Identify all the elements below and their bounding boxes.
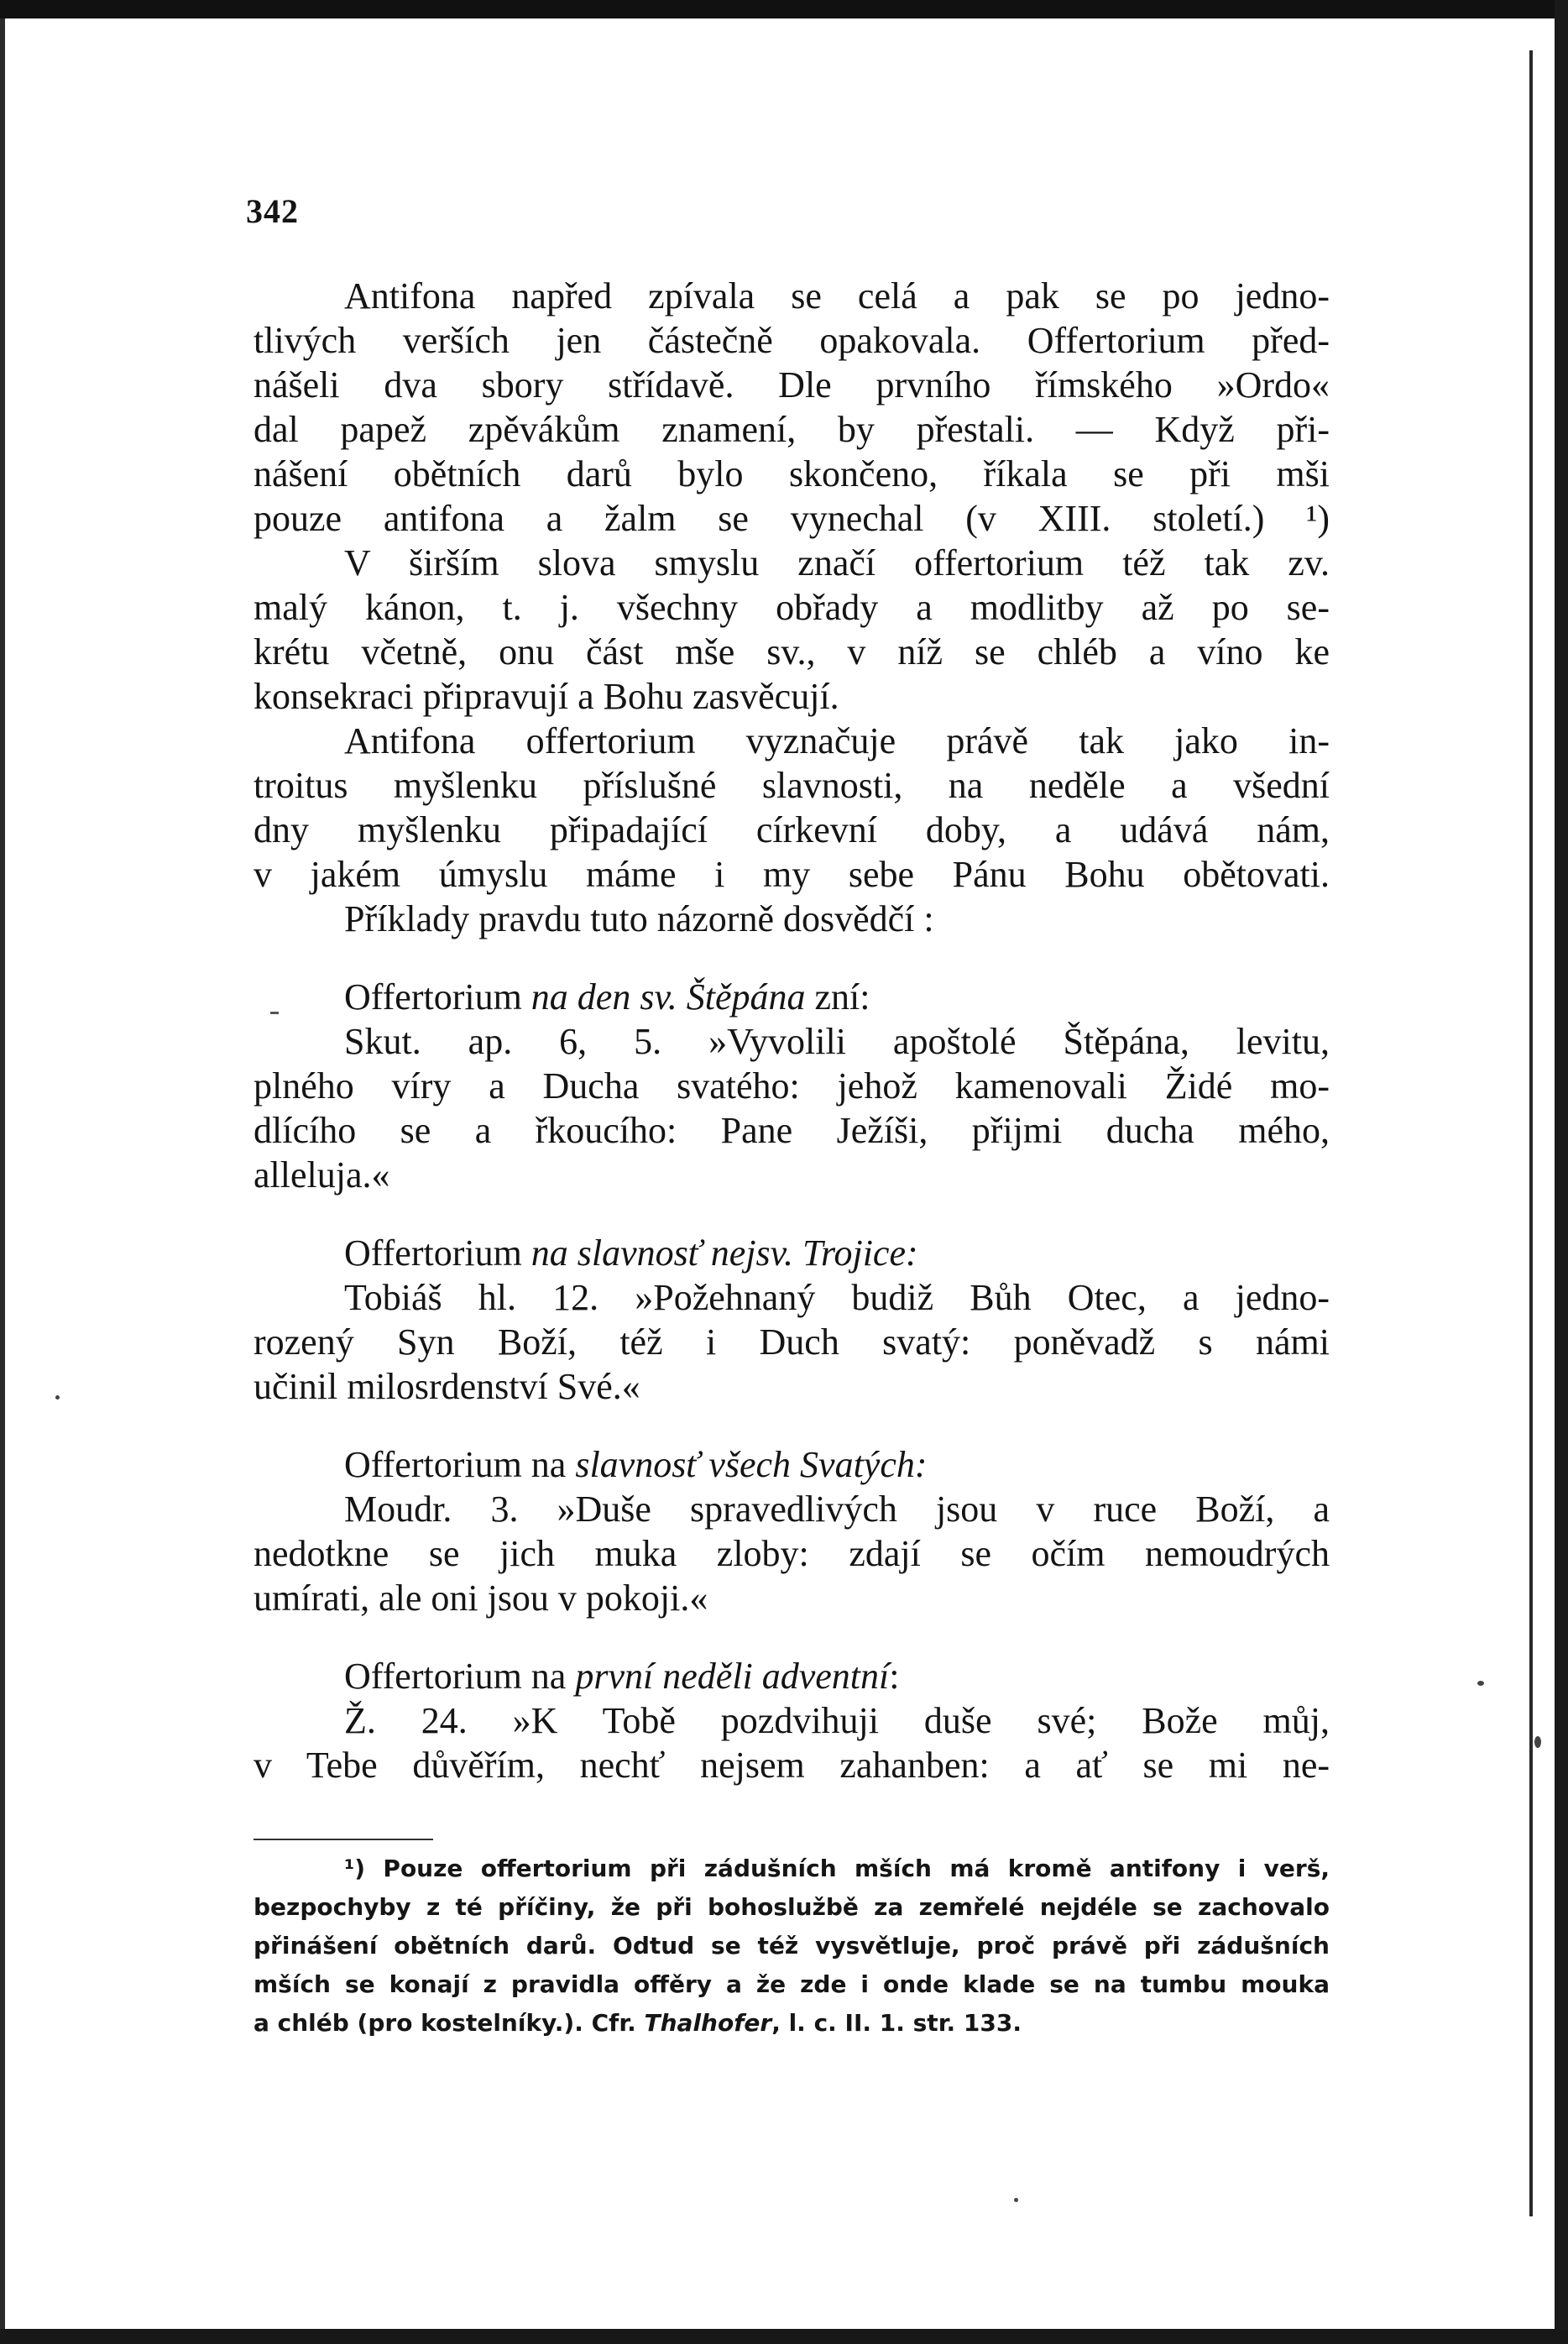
scan-speck [1477,1681,1484,1686]
heading-italic: první neděli adventní [575,1656,890,1697]
text-line: rozený Syn Boží, též i Duch svatý: poněvadž s námi [253,1321,1330,1363]
footnote-text: a chléb (pro kostelníky.). Cfr. [253,2009,636,2037]
paragraph-4: Příklady pravdu tuto názorně dosvědčí : [344,898,934,939]
heading-prefix: Offertorium na [344,1656,567,1697]
scan-border-right [1555,0,1568,2344]
text-line: tlivých verších jen částečně opakovala. Offertorium před- [253,320,1330,361]
spacer [253,1620,1330,1654]
section-heading [253,1442,1330,1487]
main-text [253,274,1330,1787]
text-line: Ž. 24. »K Tobě pozdvihuji duše své; Bože můj, [344,1700,1330,1741]
heading-suffix: zní: [814,976,870,1018]
paragraph-2 [253,541,1330,719]
heading-prefix: Offertorium na [344,1444,567,1485]
footnote-author: Thalhofer [644,2009,772,2037]
text-line: dal papež zpěvákům znamení, by přestali. — Když při- [253,409,1330,450]
text-line: malý kánon, t. j. všechny obřady a modlitby až po se- [253,587,1330,628]
heading-prefix: Offertorium [344,976,522,1018]
text-line: nášeli dva sbory střídavě. Dle prvního římského »Ordo« [253,364,1330,405]
section-text [253,1698,1330,1787]
scan-speck [1014,2198,1018,2202]
footnote-marker: ¹) [344,1855,366,1882]
footnote-text: , l. c. II. 1. str. 133. [771,2009,1022,2037]
section-text [253,1487,1330,1620]
paragraph-1 [253,274,1330,541]
text-line: dlícího se a řkoucího: Pane Ježíši, přijmi ducha mého, [253,1110,1330,1151]
heading-suffix: : [889,1656,900,1697]
scan-speck [55,1395,60,1400]
text-line: nedotkne se jich muka zloby: zdají se očím nemoudrých [253,1533,1330,1574]
heading-italic: na den sv. Štěpána [531,976,806,1018]
text-line: konsekraci připravují a Bohu zasvěcují. [253,676,839,717]
text-line: krétu včetně, onu část mše sv., v níž se chléb a víno ke [253,631,1330,672]
page-number: 342 [246,192,299,230]
text-line: plného víry a Ducha svatého: jehož kamenovali Židé mo- [253,1065,1330,1107]
scan-speck [1534,1736,1541,1748]
spacer [253,941,1330,975]
text-line: V širším slova smyslu značí offertorium též tak zv. [344,542,1330,583]
text-line: alleluja.« [253,1154,390,1196]
scan-border-left [0,0,5,2344]
text-line: umírati, ale oni jsou v pokoji.« [253,1577,708,1619]
scan-border-bottom [0,2329,1568,2344]
text-line: Skut. ap. 6, 5. »Vyvolili apoštolé Štěpána, levitu, [344,1021,1330,1062]
footnote-line: přinášení obětních darů. Odtud se též vysvětluje, proč právě při zádušních [253,1932,1330,1959]
section-heading [253,975,1330,1019]
footnote-divider [253,1839,433,1840]
section-text [253,1275,1330,1409]
text-line: v Tebe důvěřím, nechť nejsem zahanben: a ať se mi ne- [253,1745,1330,1786]
text-line: dny myšlenku připadající církevní doby, a udává nám, [253,809,1330,850]
section-heading [253,1654,1330,1698]
footnote-line: bezpochyby z té příčiny, že při bohoslužbě za zemřelé nejdéle se zachovalo [253,1893,1330,1921]
footnote-line [253,2004,1330,2043]
text-line: Antifona napřed zpívala se celá a pak se po jedno- [344,275,1330,317]
section-heading [253,1231,1330,1275]
heading-italic: na slavnosť nejsv. Trojice: [531,1232,918,1274]
scan-border-top [0,0,1568,18]
spacer [253,1197,1330,1231]
text-line: pouze antifona a žalm se vynechal (v XIII. století.) ¹) [253,498,1330,539]
spacer [253,1409,1330,1442]
footnote-line [253,1850,1330,1888]
text-line: Antifona offertorium vyznačuje právě tak jako in- [344,720,1330,761]
text-line: troitus myšlenku příslušné slavnosti, na neděle a všední [253,765,1330,806]
footnote [253,1850,1330,2043]
text-line: nášení obětních darů bylo skončeno, říkala se při mši [253,453,1330,494]
heading-prefix: Offertorium [344,1232,522,1274]
text-line: učinil milosrdenství Své.« [253,1366,640,1407]
scan-edge-line [1529,50,1533,2216]
stray-mark [270,1012,279,1014]
paragraph-3 [253,719,1330,897]
section-text [253,1019,1330,1197]
footnote-text: Pouze offertorium při zádušních mších má kromě antifony i verš, [383,1855,1330,1882]
footnote-line: mších se konají z pravidla offěry a že zde i onde klade se na tumbu mouka [253,1970,1330,1998]
text-line: v jakém úmyslu máme i my sebe Pánu Bohu obětovati. [253,854,1330,895]
heading-italic: slavnosť všech Svatých: [575,1444,928,1485]
text-line: Moudr. 3. »Duše spravedlivých jsou v ruce Boží, a [344,1489,1330,1530]
text-line: Tobiáš hl. 12. »Požehnaný budiž Bůh Otec, a jedno- [344,1277,1330,1318]
